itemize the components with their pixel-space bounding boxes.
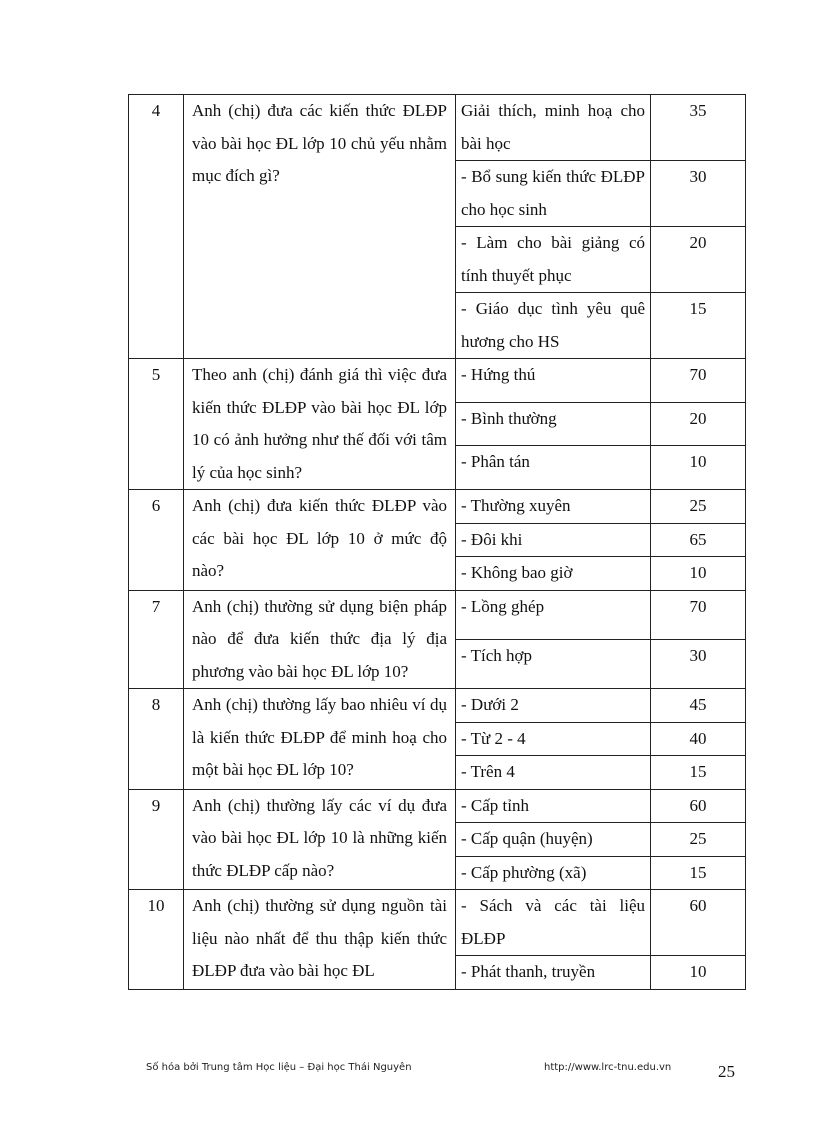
answer-option: - Sách và các tài liệu ĐLĐP — [456, 890, 651, 956]
question-text: Anh (chị) thường lấy bao nhiêu ví dụ là kiến thức ĐLĐP để minh hoạ cho một bài học ĐL lớp 10? — [184, 689, 456, 790]
answer-option: - Bổ sung kiến thức ĐLĐP cho học sinh — [456, 161, 651, 227]
answer-option: - Cấp tỉnh — [456, 789, 651, 823]
question-number: 9 — [129, 789, 184, 890]
answer-percent: 25 — [651, 490, 746, 524]
question-number: 5 — [129, 359, 184, 490]
question-text: Anh (chị) thường sử dụng biện pháp nào để đưa kiến thức địa lý địa phương vào bài học ĐL lớp 10? — [184, 590, 456, 689]
answer-option: - Trên 4 — [456, 756, 651, 790]
answer-percent: 30 — [651, 639, 746, 688]
footer-url: http://www.lrc-tnu.edu.vn — [544, 1062, 672, 1073]
table-row — [129, 359, 746, 403]
table-row — [129, 890, 746, 956]
table-body — [129, 95, 746, 990]
question-text: Theo anh (chị) đánh giá thì việc đưa kiến thức ĐLĐP vào bài học ĐL lớp 10 có ảnh hưởng như thế đối với tâm lý của học sinh? — [184, 359, 456, 490]
answer-option: - Giáo dục tình yêu quê hương cho HS — [456, 293, 651, 359]
question-number: 6 — [129, 490, 184, 591]
answer-percent: 45 — [651, 689, 746, 723]
survey-table — [128, 94, 746, 990]
answer-percent: 70 — [651, 590, 746, 639]
answer-option: - Đôi khi — [456, 523, 651, 557]
answer-percent: 20 — [651, 227, 746, 293]
answer-percent: 60 — [651, 789, 746, 823]
answer-option: - Không bao giờ — [456, 557, 651, 591]
question-number: 4 — [129, 95, 184, 359]
answer-option: - Làm cho bài giảng có tính thuyết phục — [456, 227, 651, 293]
question-text: Anh (chị) đưa các kiến thức ĐLĐP vào bài học ĐL lớp 10 chủ yếu nhằm mục đích gì? — [184, 95, 456, 359]
answer-option: - Từ 2 - 4 — [456, 722, 651, 756]
answer-option: - Phát thanh, truyền — [456, 956, 651, 990]
question-number: 8 — [129, 689, 184, 790]
answer-option: - Dưới 2 — [456, 689, 651, 723]
answer-percent: 65 — [651, 523, 746, 557]
answer-option: Giải thích, minh hoạ cho bài học — [456, 95, 651, 161]
question-text: Anh (chị) thường lấy các ví dụ đưa vào bài học ĐL lớp 10 là những kiến thức ĐLĐP cấp nào? — [184, 789, 456, 890]
answer-percent: 25 — [651, 823, 746, 857]
answer-percent: 15 — [651, 756, 746, 790]
answer-option: - Cấp quận (huyện) — [456, 823, 651, 857]
table-row — [129, 490, 746, 524]
answer-percent: 10 — [651, 956, 746, 990]
table-row — [129, 95, 746, 161]
answer-option: - Hứng thú — [456, 359, 651, 403]
table-row — [129, 689, 746, 723]
answer-percent: 15 — [651, 293, 746, 359]
answer-option: - Lồng ghép — [456, 590, 651, 639]
answer-percent: 40 — [651, 722, 746, 756]
answer-percent: 10 — [651, 446, 746, 490]
page-number: 25 — [718, 1062, 735, 1081]
answer-percent: 70 — [651, 359, 746, 403]
question-text: Anh (chị) thường sử dụng nguồn tài liệu nào nhất để thu thập kiến thức ĐLĐP đưa vào bài học ĐL — [184, 890, 456, 990]
footer-source: Số hóa bởi Trung tâm Học liệu – Đại học Thái Nguyên — [146, 1062, 412, 1073]
answer-option: - Phân tán — [456, 446, 651, 490]
question-text: Anh (chị) đưa kiến thức ĐLĐP vào các bài học ĐL lớp 10 ở mức độ nào? — [184, 490, 456, 591]
answer-option: - Cấp phường (xã) — [456, 856, 651, 890]
answer-percent: 35 — [651, 95, 746, 161]
question-number: 10 — [129, 890, 184, 990]
answer-percent: 60 — [651, 890, 746, 956]
answer-option: - Tích hợp — [456, 639, 651, 688]
table-row — [129, 789, 746, 823]
table-row — [129, 590, 746, 639]
answer-percent: 15 — [651, 856, 746, 890]
answer-option: - Bình thường — [456, 402, 651, 446]
question-number: 7 — [129, 590, 184, 689]
answer-percent: 30 — [651, 161, 746, 227]
answer-percent: 10 — [651, 557, 746, 591]
answer-option: - Thường xuyên — [456, 490, 651, 524]
answer-percent: 20 — [651, 402, 746, 446]
